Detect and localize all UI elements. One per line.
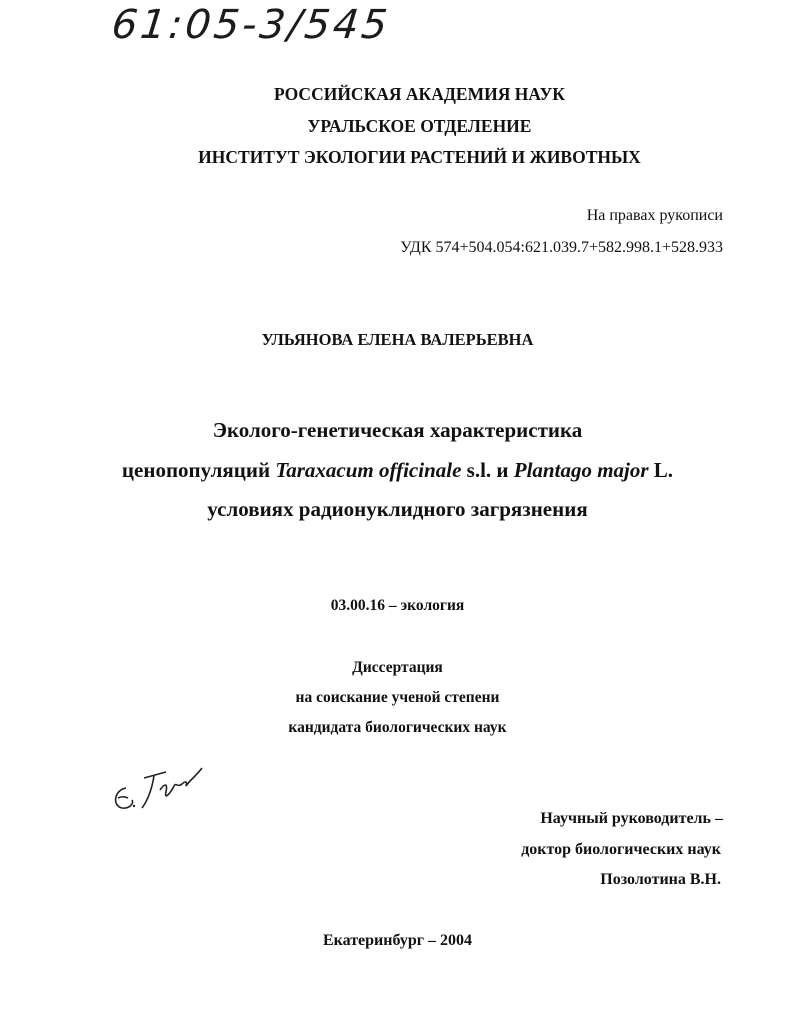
manuscript-rights-note: На правах рукописи <box>586 207 723 224</box>
institution-line-3: ИНСТИТУТ ЭКОЛОГИИ РАСТЕНИЙ И ЖИВОТНЫХ <box>198 147 641 167</box>
institution-line-1: РОССИЙСКАЯ АКАДЕМИЯ НАУК <box>274 84 565 104</box>
dissertation-label: Диссертация <box>352 659 443 676</box>
city-year: Екатеринбург – 2004 <box>322 932 473 949</box>
title-line-3: условиях радионуклидного загрязнения <box>207 497 588 521</box>
degree-purpose: на соискание ученой степени <box>295 689 500 706</box>
title-line-2 <box>0 458 795 483</box>
species-taraxacum: Taraxacum officinale <box>275 458 462 482</box>
handwritten-archive-code: 61:05-3/545 <box>109 2 393 48</box>
title-line-1: Эколого-генетическая характеристика <box>212 418 583 442</box>
author-name: УЛЬЯНОВА ЕЛЕНА ВАЛЕРЬЕВНА <box>261 330 534 349</box>
institution-line-2: УРАЛЬСКОЕ ОТДЕЛЕНИЕ <box>307 116 532 136</box>
author-signature <box>104 748 214 818</box>
supervisor-degree: доктор биологических наук <box>521 841 721 858</box>
degree-name: кандидата биологических наук <box>288 719 507 736</box>
specialty-code: 03.00.16 – экология <box>330 597 465 614</box>
udk-code: УДК 574+504.054:621.039.7+582.998.1+528.933 <box>400 239 723 256</box>
species-plantago: Plantago major <box>513 458 649 482</box>
supervisor-name: Позолотина В.Н. <box>600 871 721 888</box>
title-species-author: L. <box>648 458 674 482</box>
title-prefix: ценопопуляций <box>121 458 276 482</box>
supervisor-role: Научный руководитель – <box>540 810 723 827</box>
title-connector: s.l. и <box>461 458 514 482</box>
